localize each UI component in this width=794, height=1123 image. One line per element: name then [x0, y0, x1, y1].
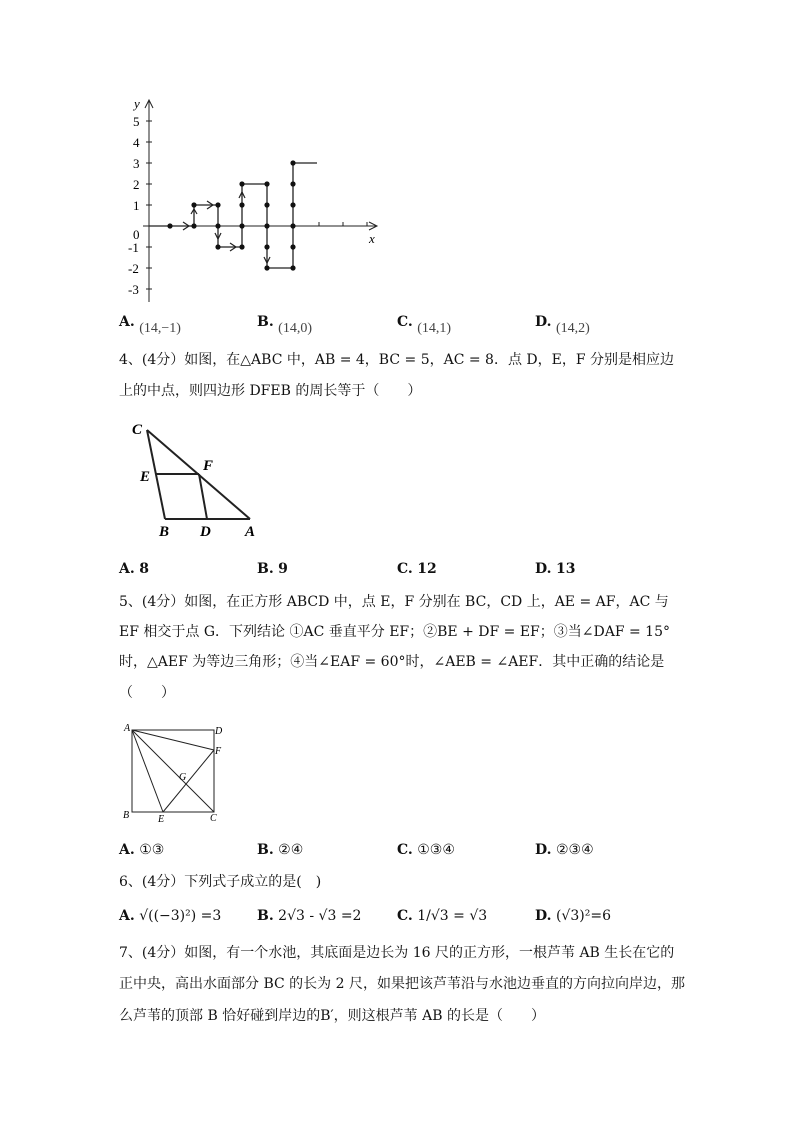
option-value: √((−3)²) =3 — [139, 908, 222, 924]
option-letter: D. — [535, 561, 552, 577]
label-f: F — [203, 458, 214, 474]
q4-stem-line2: 上的中点，则四边形 DFEB 的周长等于（ ） — [119, 383, 422, 399]
q5-option-c[interactable] — [397, 842, 455, 858]
q4-option-b[interactable] — [257, 561, 288, 577]
option-value: 12 — [417, 561, 437, 577]
q3-option-a[interactable] — [119, 314, 181, 336]
q5-stem-line4: （ ） — [119, 685, 175, 701]
step-path — [149, 163, 317, 268]
origin-label: 0 — [133, 227, 140, 242]
option-letter: B. — [257, 314, 274, 330]
option-value: 8 — [139, 561, 149, 577]
x-axis-label: x — [369, 231, 375, 246]
label-a: A — [245, 524, 256, 540]
option-letter: C. — [397, 314, 413, 330]
option-letter: C. — [397, 561, 413, 577]
label-e: E — [140, 469, 151, 485]
y-axis-label: y — [134, 96, 140, 111]
q6-option-a[interactable] — [119, 908, 221, 924]
label-c: C — [210, 813, 217, 824]
q4-stem-line1: 4、(4分）如图，在△ABC 中，AB = 4，BC = 5，AC = 8．点 D，E，F 分别是相应边 — [119, 352, 675, 368]
option-letter: D. — [535, 842, 552, 858]
option-value: ①③④ — [417, 842, 455, 858]
label-f: F — [215, 746, 222, 757]
step-path-graph — [115, 92, 395, 307]
q5-stem-line3: 时，△AEF 为等边三角形；④当∠EAF = 60°时，∠AEB = ∠AEF．其中正确的结论是 — [119, 654, 665, 670]
option-value: 13 — [555, 561, 576, 577]
label-c: C — [132, 422, 143, 438]
y-tick-label: -3 — [128, 282, 139, 297]
y-tick-label: 1 — [133, 198, 140, 213]
q6-option-c[interactable] — [397, 908, 487, 924]
option-letter: A. — [119, 561, 135, 577]
q6-option-b[interactable] — [257, 908, 361, 924]
option-value: (14,2) — [555, 321, 590, 336]
option-value: (14,1) — [417, 321, 452, 336]
option-letter: B. — [257, 842, 274, 858]
q5-option-d[interactable] — [535, 842, 594, 858]
q6-stem: 6、(4分）下列式子成立的是( ) — [119, 874, 322, 890]
q7-stem-line3: 么芦苇的顶部 B 恰好碰到岸边的B′，则这根芦苇 AB 的长是（ ） — [119, 1008, 545, 1024]
label-d: D — [215, 726, 223, 737]
q7-stem-line1: 7、(4分）如图，有一个水池，其底面是边长为 16 尺的正方形，一根芦苇 AB 生长在它的 — [119, 945, 675, 961]
option-letter: D. — [535, 908, 552, 924]
option-letter: A. — [119, 314, 135, 330]
q4-option-d[interactable] — [535, 561, 575, 577]
square-figure — [118, 720, 230, 825]
option-value: ①③ — [139, 842, 165, 858]
label-d: D — [200, 524, 211, 540]
q5-stem-line2: EF 相交于点 G．下列结论 ①AC 垂直平分 EF；②BE + DF = EF；③当∠DAF = 15° — [119, 624, 670, 640]
q3-option-b[interactable] — [257, 314, 312, 336]
label-b: B — [123, 810, 130, 821]
q6-option-d[interactable] — [535, 908, 611, 924]
label-b: B — [159, 524, 170, 540]
option-value: (14,−1) — [139, 321, 181, 336]
option-letter: D. — [535, 314, 552, 330]
q3-option-c[interactable] — [397, 314, 452, 336]
option-letter: C. — [397, 908, 413, 924]
y-tick-label: 3 — [133, 156, 140, 171]
option-value: (14,0) — [278, 321, 312, 336]
option-letter: A. — [119, 842, 135, 858]
y-tick-label: 4 — [133, 135, 140, 150]
y-tick-label: -2 — [128, 261, 139, 276]
q4-option-a[interactable] — [119, 561, 149, 577]
y-tick-label: -1 — [128, 240, 139, 255]
option-value: 9 — [278, 561, 288, 577]
option-letter: C. — [397, 842, 413, 858]
q5-option-a[interactable] — [119, 842, 164, 858]
q5-stem-line1: 5、(4分）如图，在正方形 ABCD 中，点 E，F 分别在 BC，CD 上，AE = AF，AC 与 — [119, 594, 669, 610]
label-g: G — [179, 772, 187, 783]
option-value: 1/√3 = √3 — [417, 908, 488, 924]
y-tick-label: 2 — [133, 177, 140, 192]
triangle-figure — [125, 418, 265, 543]
path-points — [167, 160, 295, 270]
option-letter: B. — [257, 908, 274, 924]
option-value: (√3)²=6 — [555, 908, 611, 924]
q3-option-d[interactable] — [535, 314, 590, 336]
option-value: ②③④ — [555, 842, 594, 858]
option-letter: A. — [119, 908, 135, 924]
option-value: 2√3 - √3 =2 — [278, 908, 362, 924]
y-tick-label: 5 — [133, 114, 140, 129]
q4-option-c[interactable] — [397, 561, 437, 577]
q7-stem-line2: 正中央，高出水面部分 BC 的长为 2 尺，如果把该芦苇沿与水池边垂直的方向拉向岸边，那 — [119, 976, 685, 992]
option-letter: B. — [257, 561, 274, 577]
option-value: ②④ — [278, 842, 304, 858]
y-tick-labels — [128, 114, 140, 297]
q5-option-b[interactable] — [257, 842, 303, 858]
label-a: A — [124, 723, 131, 734]
label-e: E — [158, 814, 165, 825]
